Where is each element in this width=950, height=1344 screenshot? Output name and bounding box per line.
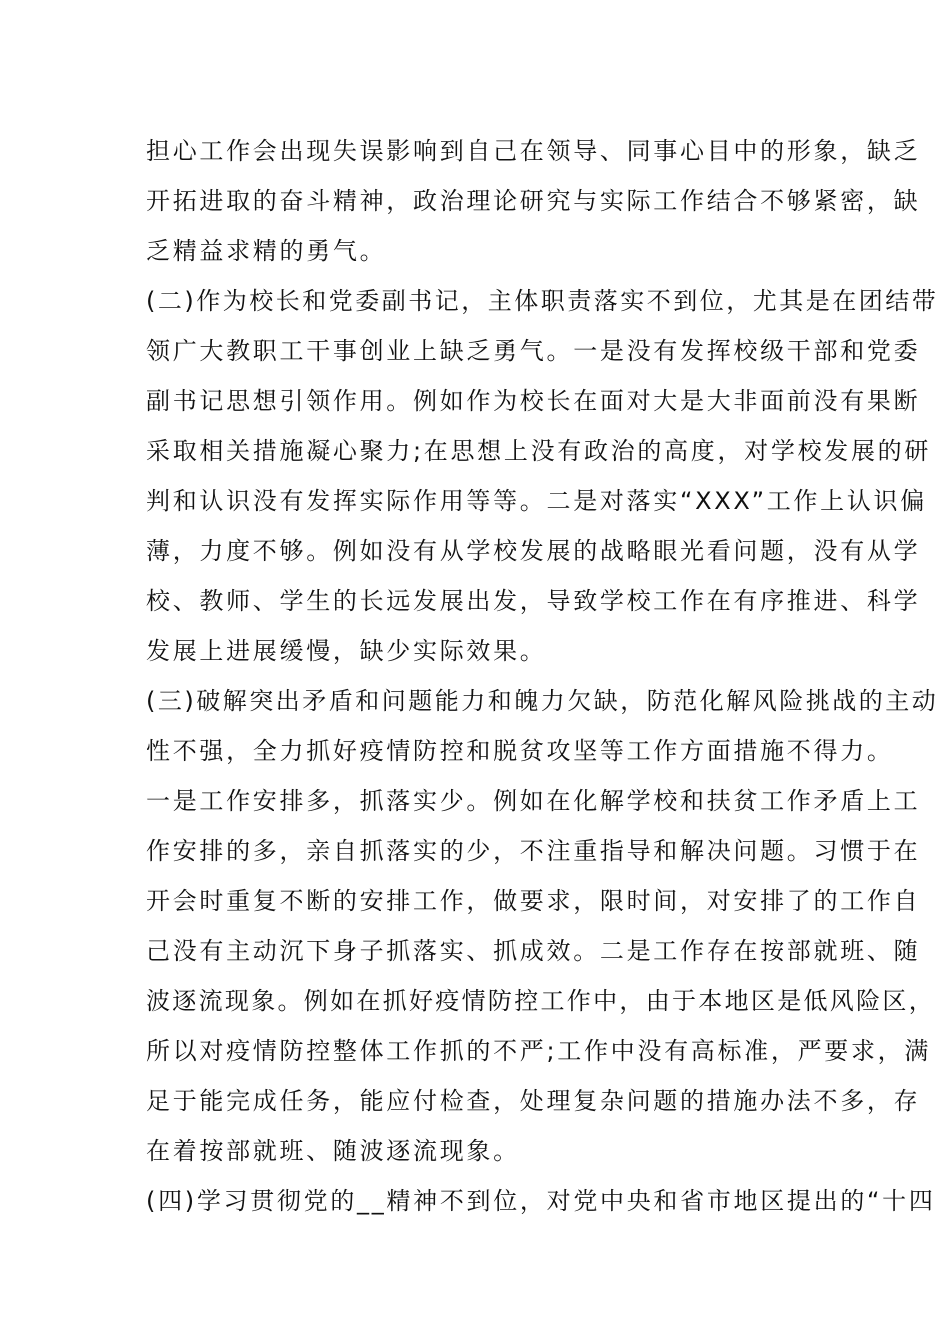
- text-line: 波逐流现象。例如在抓好疫情防控工作中，由于本地区是低风险区，: [146, 987, 935, 1015]
- text-line: 担心工作会出现失误影响到自己在领导、同事心目中的形象，缺乏: [146, 137, 921, 165]
- text-line: 乏精益求精的勇气。: [146, 237, 387, 265]
- text-line: 发展上进展缓慢，缺少实际效果。: [146, 637, 547, 665]
- text-line: 一是工作安排多，抓落实少。例如在化解学校和扶贫工作矛盾上工: [146, 787, 921, 815]
- text-line: 开拓进取的奋斗精神，政治理论研究与实际工作结合不够紧密，缺: [146, 187, 921, 215]
- text-line: 足于能完成任务，能应付检查，处理复杂问题的措施办法不多，存: [146, 1087, 921, 1115]
- text-line: 采取相关措施凝心聚力;在思想上没有政治的高度，对学校发展的研: [146, 437, 932, 465]
- text-line: 副书记思想引领作用。例如作为校长在面对大是大非面前没有果断: [146, 387, 921, 415]
- text-line: (四)学习贯彻党的__精神不到位，对党中央和省市地区提出的“十四: [146, 1187, 936, 1215]
- text-line: 性不强，全力抓好疫情防控和脱贫攻坚等工作方面措施不得力。: [146, 737, 894, 765]
- text-line: 开会时重复不断的安排工作，做要求，限时间，对安排了的工作自: [146, 887, 921, 915]
- text-line: 领广大教职工干事创业上缺乏勇气。一是没有发挥校级干部和党委: [146, 337, 921, 365]
- text-line: (三)破解突出矛盾和问题能力和魄力欠缺，防范化解风险挑战的主动: [146, 687, 939, 715]
- text-line: 薄，力度不够。例如没有从学校发展的战略眼光看问题，没有从学: [146, 537, 921, 565]
- text-line: 校、教师、学生的长远发展出发，导致学校工作在有序推进、科学: [146, 587, 921, 615]
- text-line: 作安排的多，亲自抓落实的少，不注重指导和解决问题。习惯于在: [146, 837, 921, 865]
- text-line: (二)作为校长和党委副书记，主体职责落实不到位，尤其是在团结带: [146, 287, 939, 315]
- text-line: 判和认识没有发挥实际作用等等。二是对落实“XXX”工作上认识偏: [146, 487, 927, 515]
- text-line: 己没有主动沉下身子抓落实、抓成效。二是工作存在按部就班、随: [146, 937, 921, 965]
- text-line: 所以对疫情防控整体工作抓的不严;工作中没有高标准，严要求，满: [146, 1037, 932, 1065]
- text-line: 在着按部就班、随波逐流现象。: [146, 1137, 520, 1165]
